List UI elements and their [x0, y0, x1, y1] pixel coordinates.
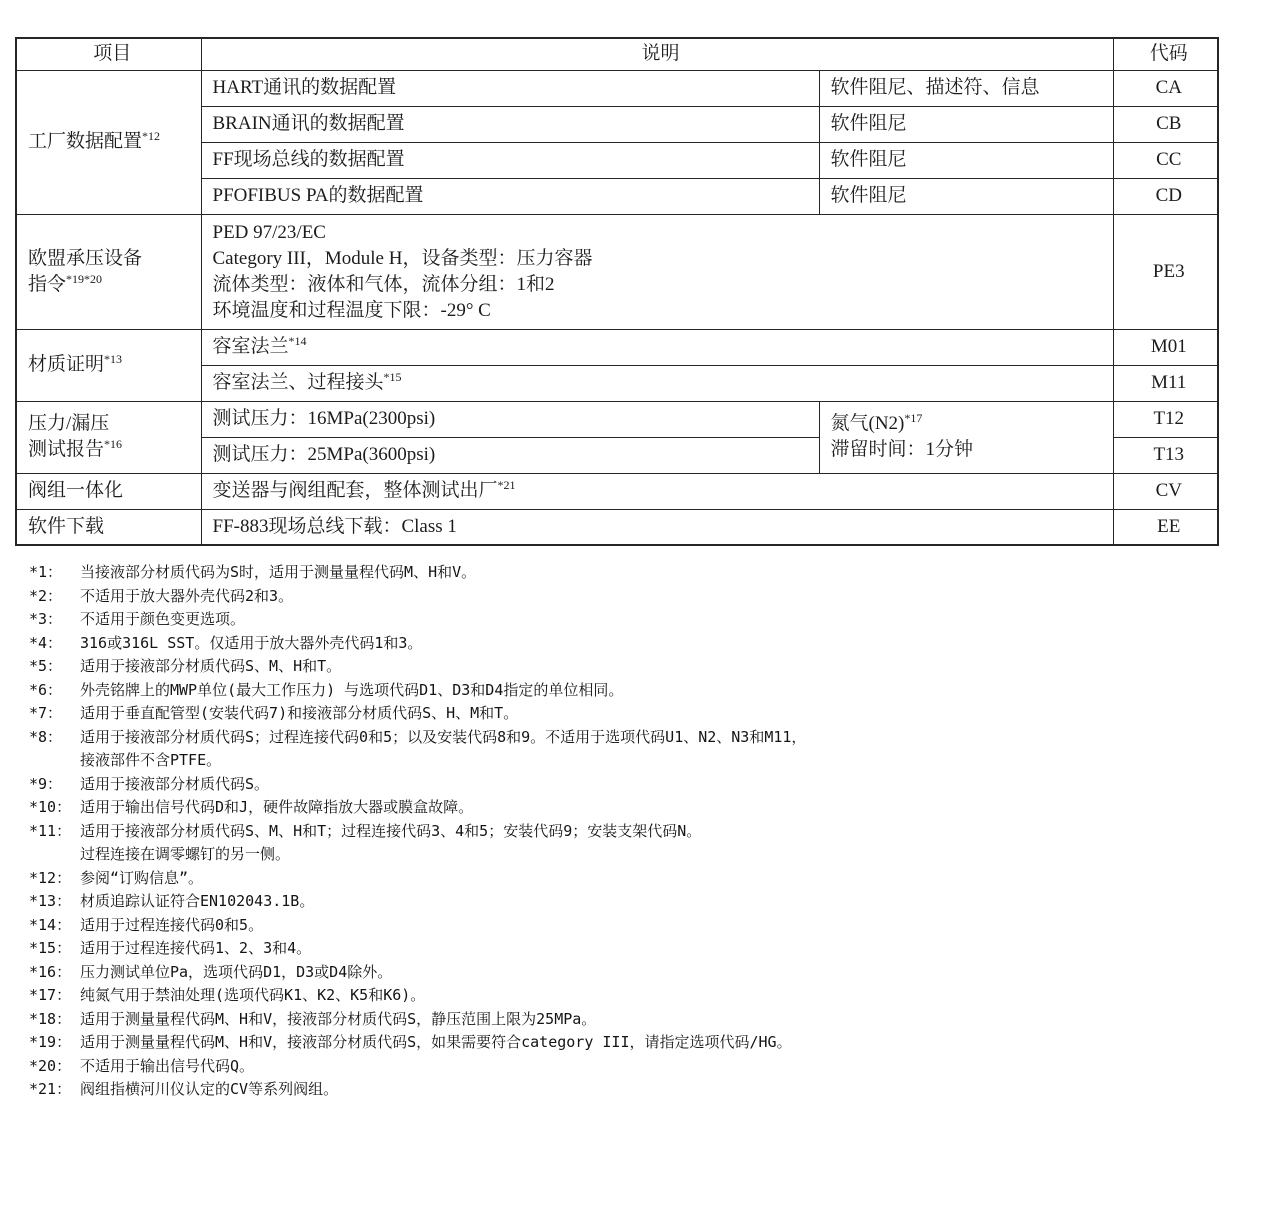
nitrogen-line2: 滞留时间：1分钟: [830, 439, 974, 460]
footnote-label: *17：: [29, 986, 72, 1004]
cell-desc-cover-flange: [201, 329, 1113, 365]
cell-code-cb: CB: [1113, 106, 1218, 142]
ped-label-line2: [28, 272, 197, 298]
footnote-text: 适用于输出信号代码D和J，硬件故障指放大器或膜盒故障。: [80, 798, 474, 816]
footnote-text: 不适用于输出信号代码Q。: [80, 1056, 255, 1075]
footnote-text: 不适用于放大器外壳代码2和3。: [80, 586, 294, 605]
footnote-text: 压力测试单位Pa，选项代码D1，D3或D4除外。: [80, 962, 393, 981]
cell-code-pe3: PE3: [1113, 214, 1218, 329]
footnote-label: *15：: [29, 939, 72, 957]
footnote-item: [29, 726, 1244, 773]
cell-attr-ff: 软件阻尼: [819, 142, 1113, 178]
footnote-ref-12: *12: [142, 129, 161, 143]
ped-desc-line4: 环境温度和过程温度下限：-29° C: [212, 299, 491, 321]
footnote-label: *4：: [29, 633, 63, 652]
cell-code-ca: CA: [1113, 70, 1218, 106]
footnote-item: [29, 655, 1244, 679]
footnote-text: 适用于测量量程代码M、H和V，接液部分材质代码S，如果需要符合category III，请指定选项代码/HG。: [80, 1033, 792, 1051]
footnote-label: *2：: [29, 586, 63, 605]
footnote-label: *13：: [29, 892, 72, 910]
cell-factory-label: [16, 70, 201, 214]
footnote-text: 适用于测量量程代码M、H和V，接液部分材质代码S，静压范围上限为25MPa。: [80, 1009, 597, 1028]
cell-attr-brain: 软件阻尼: [819, 106, 1113, 142]
footnote-text: 适用于过程连接代码1、2、3和4。: [80, 939, 312, 957]
cell-material-label: [16, 329, 201, 401]
cell-code-t13: T13: [1113, 437, 1218, 473]
pressure-label-line2-text: 测试报告: [28, 439, 105, 460]
cell-desc-test-16mpa: 测试压力：16MPa(2300psi): [201, 401, 819, 437]
footnote-label: *20：: [29, 1056, 72, 1075]
ped-desc-line1: PED 97/23/EC: [212, 221, 326, 243]
footnote-item: [29, 773, 1244, 797]
footnote-label: *11：: [29, 821, 72, 840]
table-row: [16, 401, 1218, 437]
cell-ped-description: [201, 214, 1113, 329]
footnote-label: *21：: [29, 1080, 72, 1098]
footnote-ref-19-20: *19*20: [66, 271, 103, 286]
table-row: [16, 70, 1218, 106]
footnote-text: 材质追踪认证符合EN102043.1B。: [80, 892, 315, 910]
footnote-ref-15: *15: [383, 370, 402, 384]
cell-desc-ff: FF现场总线的数据配置: [201, 142, 819, 178]
cell-code-ee: EE: [1113, 509, 1218, 545]
col-header-item: 项目: [16, 38, 201, 70]
nitrogen-line1: [831, 411, 1109, 437]
footnote-label: *12：: [29, 868, 72, 887]
factory-label-text: 工厂数据配置: [28, 131, 143, 152]
footnote-label: *1：: [29, 563, 63, 581]
footnote-label: *6：: [29, 680, 63, 699]
footnote-text: 不适用于颜色变更选项。: [80, 610, 246, 628]
footnote-label: *7：: [29, 704, 63, 722]
footnote-text: 当接液部分材质代码为S时，适用于测量量程代码M、H和V。: [80, 563, 477, 581]
footnote-item: [29, 1055, 1244, 1079]
table-row: [16, 473, 1218, 509]
footnote-text: 316或316L SST。仅适用于放大器外壳代码1和3。: [80, 633, 423, 652]
option-spec-table: [15, 37, 1219, 546]
pressure-label-line1: 压力/漏压: [28, 413, 110, 434]
footnote-ref-17: *17: [904, 411, 923, 425]
footnote-text: 外壳铭牌上的MWP单位(最大工作压力) 与选项代码D1、D3和D4指定的单位相同。: [80, 680, 624, 699]
footnote-item: [29, 1008, 1244, 1032]
cell-pressure-test-label: [16, 401, 201, 473]
desc-text: 容室法兰: [212, 336, 289, 357]
footnote-item: [29, 961, 1244, 985]
footnote-label: *10：: [29, 798, 72, 816]
footnote-text: 纯氮气用于禁油处理(选项代码K1、K2、K5和K6)。: [80, 986, 426, 1004]
footnote-label: *18：: [29, 1009, 72, 1028]
footnote-item: [29, 820, 1244, 867]
table-row: [16, 214, 1218, 329]
cell-software-label: 软件下载: [16, 509, 201, 545]
cell-desc-brain: BRAIN通讯的数据配置: [201, 106, 819, 142]
footnote-item: [29, 984, 1244, 1008]
ped-label-line2-text: 指令: [28, 273, 67, 295]
footnote-item: [29, 796, 1244, 820]
cell-code-t12: T12: [1113, 401, 1218, 437]
footnote-item: [29, 585, 1244, 609]
footnote-label: *5：: [29, 657, 63, 675]
footnote-label: *8：: [29, 727, 63, 746]
footnote-ref-13: *13: [104, 352, 123, 366]
cell-ped-label: [16, 214, 201, 329]
footnote-item: [29, 702, 1244, 726]
footnote-item: [29, 1078, 1244, 1102]
cell-desc-profibus: PFOFIBUS PA的数据配置: [201, 178, 819, 214]
footnote-label: *16：: [29, 962, 72, 981]
desc-text: 容室法兰、过程接头: [212, 372, 384, 393]
footnote-text: 适用于过程连接代码0和5。: [80, 915, 264, 934]
ped-label-line1: 欧盟承压设备: [28, 247, 143, 269]
cell-valve-label: 阀组一体化: [16, 473, 201, 509]
footnote-text: 适用于接液部分材质代码S；过程连接代码0和5；以及安装代码8和9。不适用于选项代码U1、N2、N3和M11， 接液部件不含PTFE。: [80, 727, 807, 769]
footnote-text: 阀组指横河川仪认定的CV等系列阀组。: [80, 1080, 339, 1098]
table-row: [16, 509, 1218, 545]
footnote-ref-21: *21: [497, 478, 516, 492]
footnote-text: 适用于接液部分材质代码S、M、H和T。: [80, 657, 342, 675]
footnote-ref-14: *14: [288, 334, 307, 348]
cell-attr-hart: 软件阻尼、描述符、信息: [819, 70, 1113, 106]
cell-desc-hart: HART通讯的数据配置: [201, 70, 819, 106]
footnote-item: [29, 890, 1244, 914]
footnote-label: *14：: [29, 915, 72, 934]
cell-attr-profibus: 软件阻尼: [819, 178, 1113, 214]
material-label-text: 材质证明: [28, 354, 105, 375]
col-header-code: 代码: [1113, 38, 1218, 70]
footnote-item: [29, 632, 1244, 656]
cell-desc-flange-connector: [201, 365, 1113, 401]
footnotes-section: [29, 561, 1244, 1102]
cell-desc-software: FF-883现场总线下载：Class 1: [201, 509, 1113, 545]
nitrogen-text: 氮气(N2): [830, 413, 905, 434]
table-header-row: [16, 38, 1218, 70]
cell-desc-valve: [201, 473, 1113, 509]
footnote-text: 参阅“订购信息”。: [80, 868, 204, 887]
cell-code-m01: M01: [1113, 329, 1218, 365]
pressure-label-line2: [28, 437, 197, 463]
footnote-item: [29, 1031, 1244, 1055]
footnote-item: [29, 914, 1244, 938]
cell-code-cv: CV: [1113, 473, 1218, 509]
footnote-text: 适用于接液部分材质代码S。: [80, 774, 270, 793]
ped-desc-line3: 流体类型：液体和气体，流体分组：1和2: [212, 273, 555, 295]
footnote-item: [29, 608, 1244, 632]
footnote-item: [29, 937, 1244, 961]
footnote-label: *3：: [29, 610, 63, 628]
desc-text: 变送器与阀组配套，整体测试出厂: [212, 480, 498, 501]
footnote-label: *19：: [29, 1033, 72, 1051]
footnote-item: [29, 561, 1244, 585]
footnote-item: [29, 679, 1244, 703]
cell-code-cd: CD: [1113, 178, 1218, 214]
footnote-label: *9：: [29, 774, 63, 793]
footnote-ref-16: *16: [104, 437, 123, 451]
cell-code-cc: CC: [1113, 142, 1218, 178]
footnote-text: 适用于垂直配管型(安装代码7)和接液部分材质代码S、H、M和T。: [80, 704, 519, 722]
cell-attr-nitrogen: [819, 401, 1113, 473]
footnote-item: [29, 867, 1244, 891]
footnote-text: 适用于接液部分材质代码S、M、H和T；过程连接代码3、4和5；安装代码9；安装支架代码N。 过程连接在调零螺钉的另一侧。: [80, 821, 702, 863]
col-header-description: 说明: [201, 38, 1113, 70]
ped-desc-line2: Category III，Module H，设备类型：压力容器: [212, 247, 593, 269]
cell-code-m11: M11: [1113, 365, 1218, 401]
cell-desc-test-25mpa: 测试压力：25MPa(3600psi): [201, 437, 819, 473]
table-row: [16, 329, 1218, 365]
